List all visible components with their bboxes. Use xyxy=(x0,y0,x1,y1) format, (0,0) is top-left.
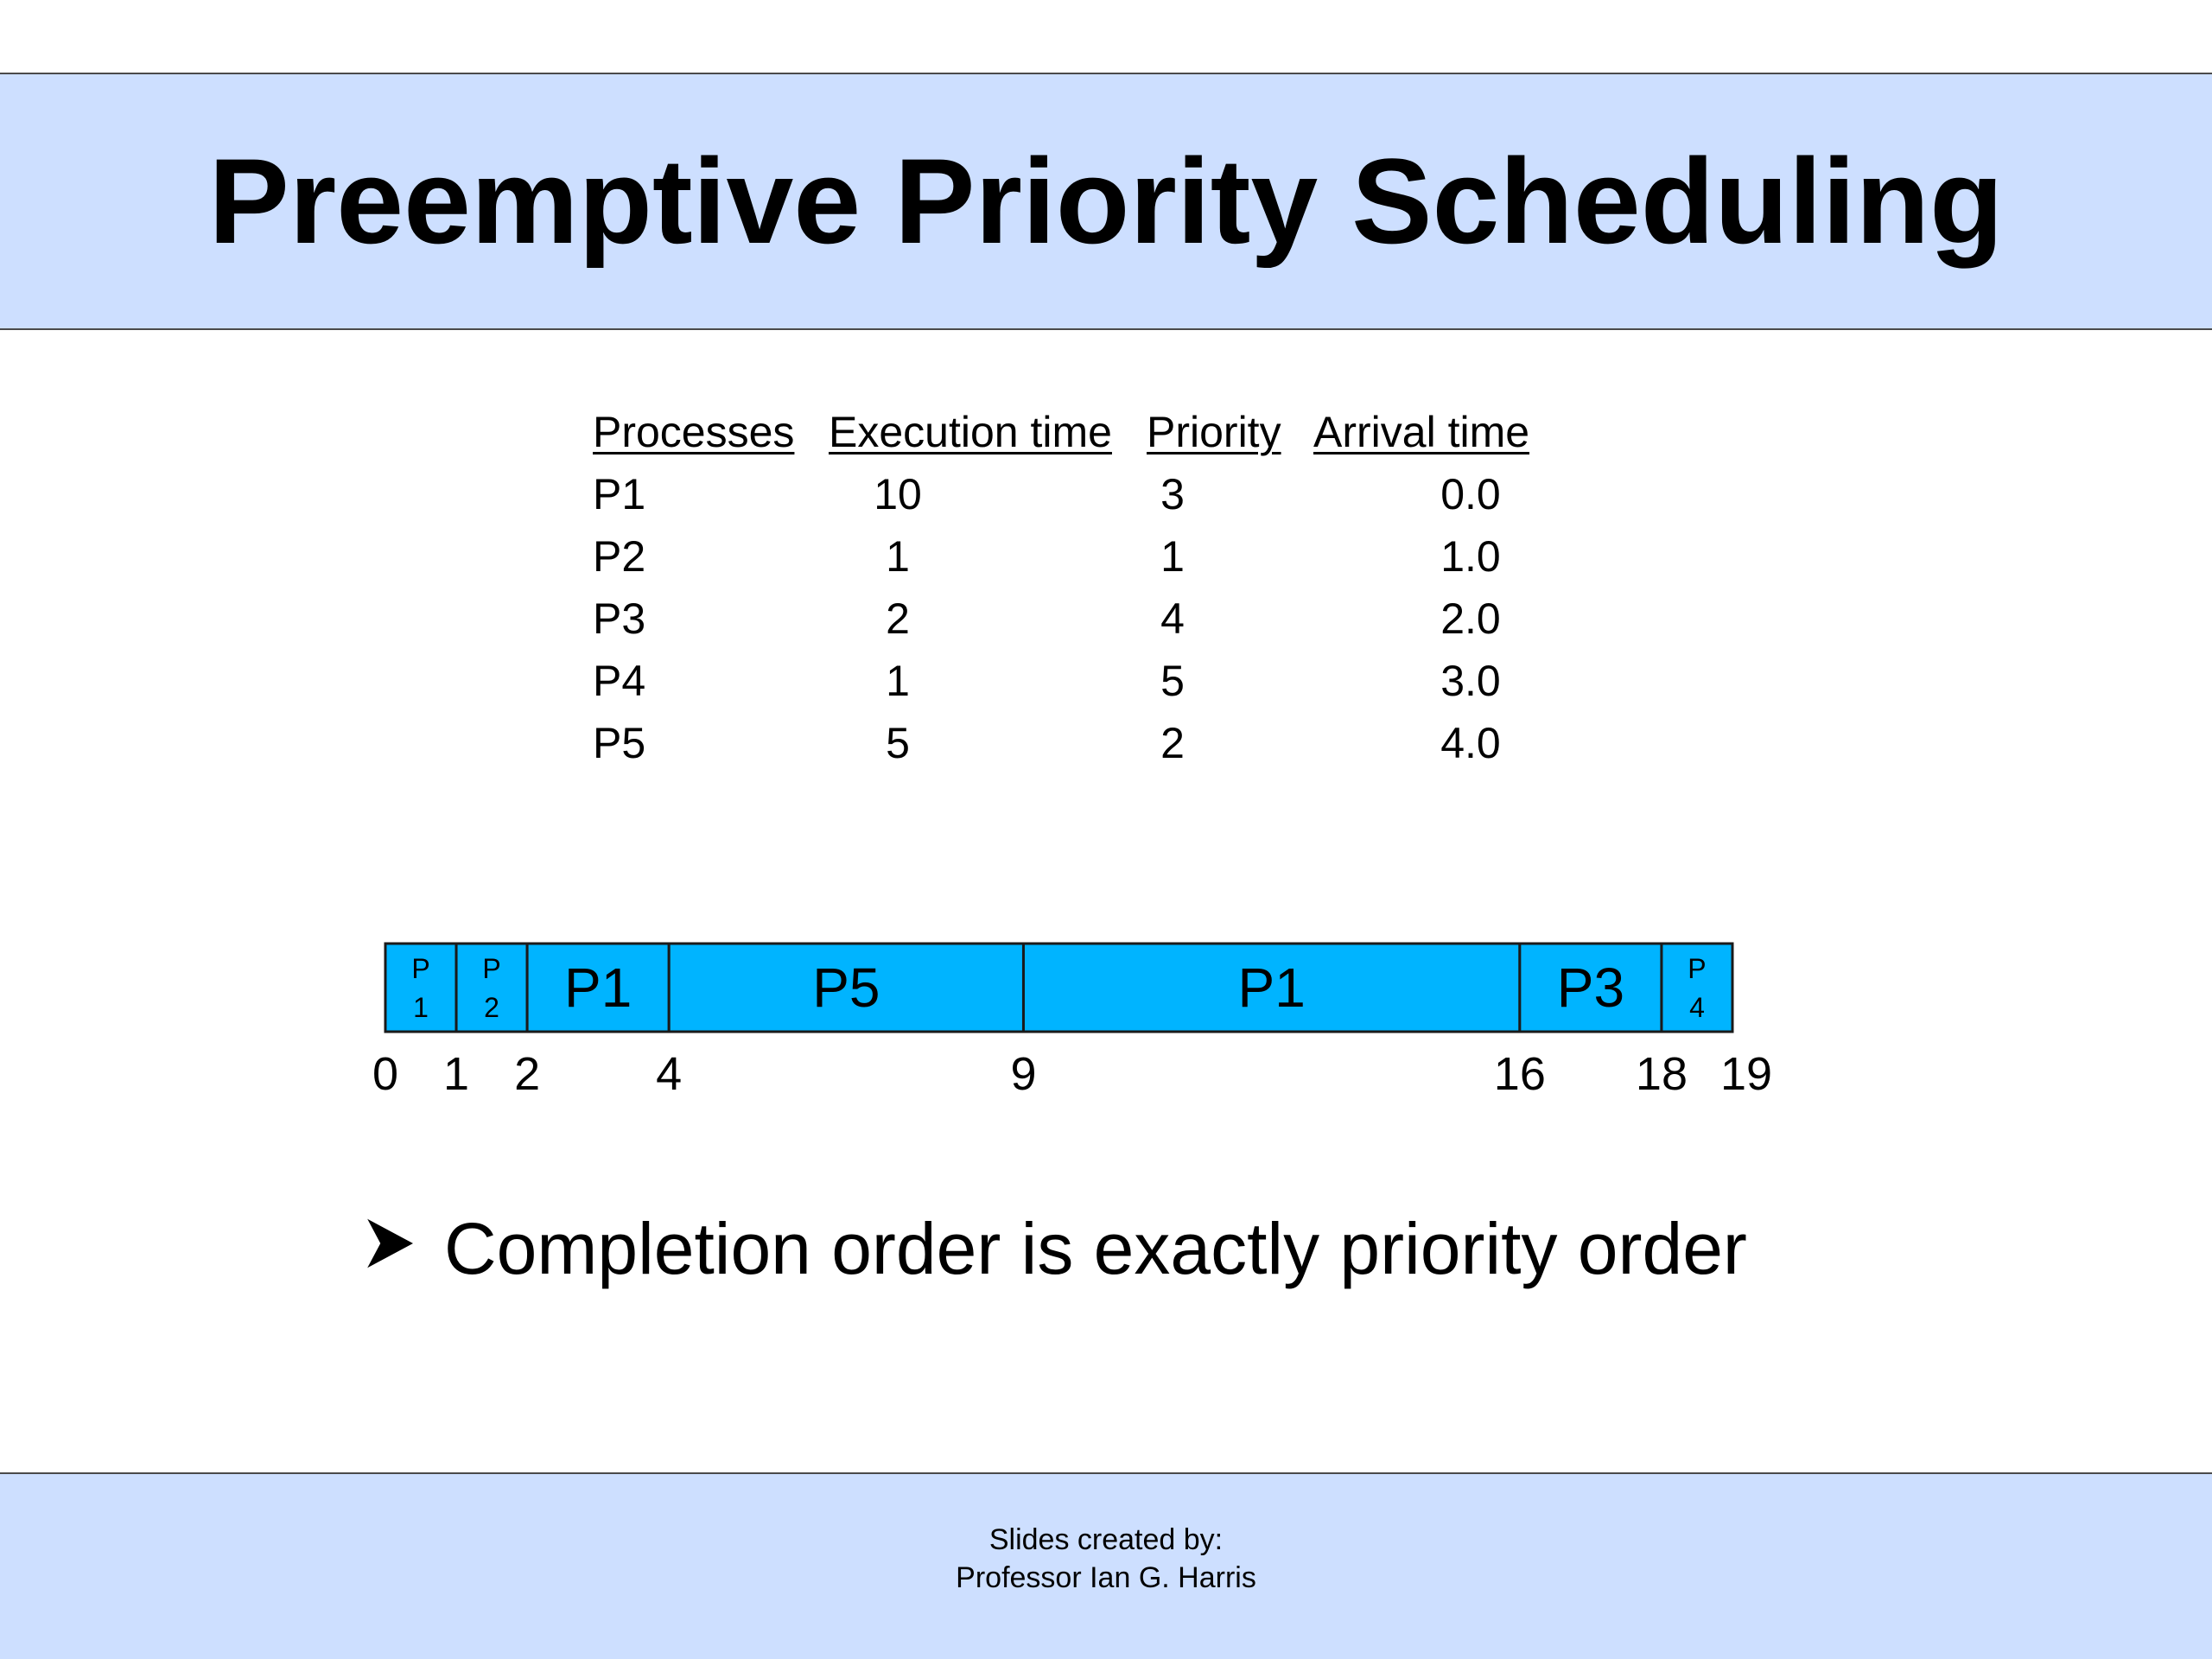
cell-arrival-time: 2.0 xyxy=(1440,594,1501,643)
gantt-tick-label: 16 xyxy=(1493,1048,1546,1100)
cell-execution-time: 1 xyxy=(886,532,910,581)
cell-arrival-time: 0.0 xyxy=(1440,470,1501,518)
table-row xyxy=(593,650,1543,712)
gantt-bar-label-char: P xyxy=(1688,953,1707,984)
gantt-tick-label: 19 xyxy=(1719,1048,1773,1100)
cell-arrival-time: 1.0 xyxy=(1440,532,1501,581)
gantt-bar-label: P1 xyxy=(564,957,632,1019)
gantt-tick-label: 0 xyxy=(372,1048,399,1100)
cell-process: P2 xyxy=(593,532,646,581)
table-header-row xyxy=(593,401,1543,463)
header-arrival-time: Arrival time xyxy=(1313,408,1530,456)
slide-title: Preemptive Priority Scheduling xyxy=(208,133,2004,269)
cell-execution-time: 2 xyxy=(886,594,910,643)
cell-process: P1 xyxy=(593,470,646,518)
gantt-bar-label-char: 1 xyxy=(413,992,429,1023)
gantt-bar-label: P1 xyxy=(1237,957,1306,1019)
gantt-tick-label: 18 xyxy=(1635,1048,1688,1100)
table-row xyxy=(593,463,1543,525)
table-row xyxy=(593,712,1543,774)
footer-credit xyxy=(0,1521,2212,1597)
cell-process: P3 xyxy=(593,594,646,643)
cell-execution-time: 5 xyxy=(886,719,910,767)
footer-credit-line-1: Slides created by: xyxy=(988,1523,1224,1556)
cell-priority: 5 xyxy=(1160,657,1185,705)
gantt-time-axis xyxy=(372,1048,1772,1100)
cell-priority: 1 xyxy=(1160,532,1185,581)
gantt-bar-label: P3 xyxy=(1556,957,1625,1019)
cell-arrival-time: 4.0 xyxy=(1440,719,1501,767)
gantt-bar-label: P5 xyxy=(812,957,880,1019)
gantt-bars xyxy=(385,944,1732,1032)
cell-execution-time: 10 xyxy=(874,470,922,518)
footer-credit-line-2: Professor Ian G. Harris xyxy=(956,1561,1256,1594)
cell-arrival-time: 3.0 xyxy=(1440,657,1501,705)
gantt-bar-label-char: 2 xyxy=(484,992,499,1023)
cell-priority: 3 xyxy=(1160,470,1185,518)
header-priority: Priority xyxy=(1147,408,1281,456)
cell-priority: 2 xyxy=(1160,719,1185,767)
table-row xyxy=(593,588,1543,650)
header-execution-time: Execution time xyxy=(829,408,1112,456)
gantt-tick-label: 2 xyxy=(514,1048,541,1100)
cell-process: P5 xyxy=(593,719,646,767)
gantt-bar-label-char: 4 xyxy=(1689,992,1705,1023)
table-row xyxy=(593,525,1543,588)
gantt-bar-label-char: P xyxy=(411,953,430,984)
gantt-tick-label: 4 xyxy=(656,1048,683,1100)
gantt-tick-label: 1 xyxy=(443,1048,470,1100)
cell-execution-time: 1 xyxy=(886,657,910,705)
cell-priority: 4 xyxy=(1160,594,1185,643)
arrowhead-bullet-icon xyxy=(363,1216,415,1271)
bullet-point xyxy=(363,1201,1747,1296)
gantt-tick-label: 9 xyxy=(1010,1048,1037,1100)
cell-process: P4 xyxy=(593,657,646,705)
bullet-text: Completion order is exactly priority order xyxy=(444,1208,1747,1289)
process-table xyxy=(593,401,1543,774)
header-processes: Processes xyxy=(593,408,795,456)
gantt-bar-label-char: P xyxy=(482,953,501,984)
